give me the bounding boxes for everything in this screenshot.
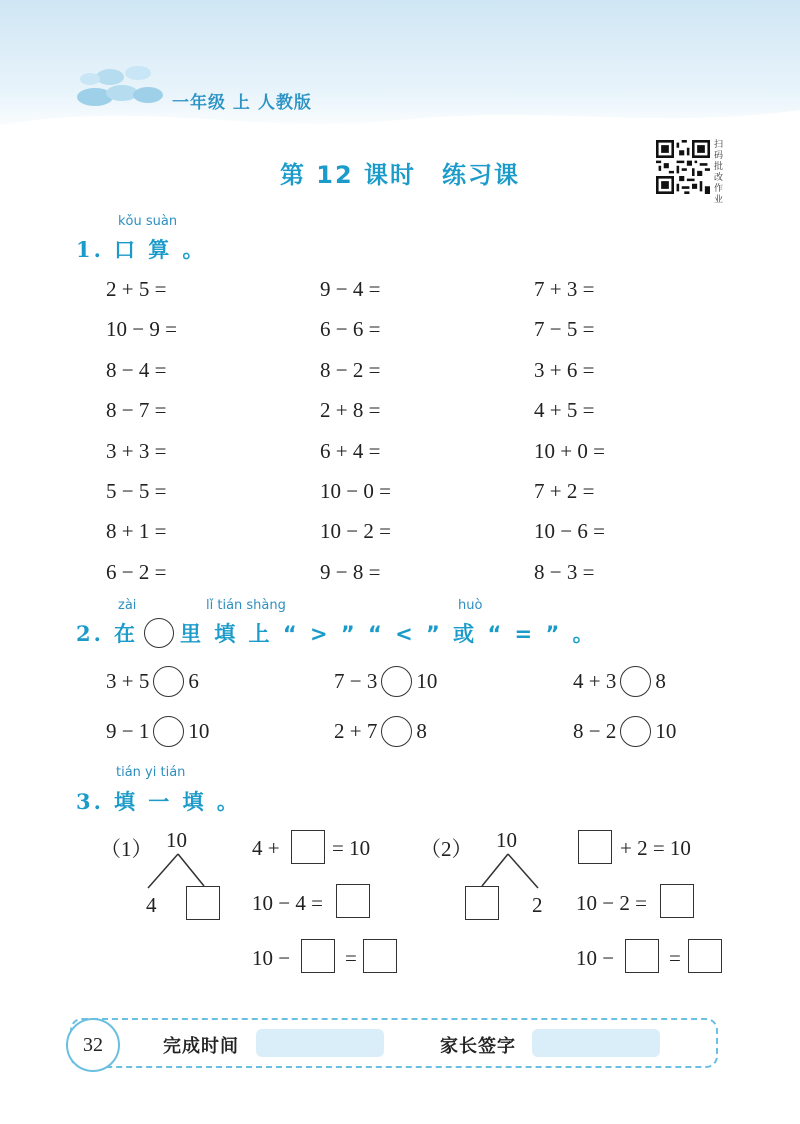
calc-problem: 10 − 0 = [320, 479, 391, 503]
part2-eq2-answer-box[interactable] [660, 884, 694, 918]
qr-caption: 扫码批改作业 [714, 140, 724, 205]
calc-problem: 4 + 5 = [534, 398, 595, 423]
section1-pinyin: kǒu suàn [118, 214, 178, 229]
compare-answer-circle[interactable] [381, 666, 412, 697]
section1-heading [76, 234, 207, 264]
compare-right: 8 [416, 719, 427, 743]
part1-eq2-answer-box[interactable] [336, 884, 370, 918]
calc-problem: 8 − 4 = [106, 357, 167, 382]
part2-eq3-left: 10 − [576, 946, 615, 970]
section1-title: 口 算 。 [113, 238, 207, 262]
section2-heading [76, 618, 597, 648]
completion-time-label: 完成时间 [163, 1036, 239, 1057]
compare-answer-circle[interactable] [153, 716, 184, 747]
compare-left: 9 − 1 [106, 719, 150, 743]
section2-pinyin-huo: huò [458, 598, 483, 613]
section3-heading [76, 786, 241, 816]
part1-eq1-left: 4 + [252, 836, 280, 860]
calc-problem: 6 + 4 = [320, 438, 381, 463]
part2-eq1-right: + 2 = 10 [620, 836, 691, 860]
calc-problem: 9 − 8 = [320, 559, 381, 584]
compare-item [573, 716, 676, 747]
parent-signature-label: 家长签字 [440, 1036, 516, 1057]
part1-left-number: 4 [146, 893, 157, 917]
calc-problem: 5 − 5 = [106, 479, 167, 503]
compare-right: 10 [416, 669, 438, 693]
compare-answer-circle[interactable] [153, 666, 184, 697]
compare-item [106, 716, 209, 747]
calc-problem: 10 − 2 = [320, 519, 391, 544]
compare-left: 7 − 3 [334, 669, 378, 693]
part2-label: （2） [420, 837, 473, 861]
part1-eq3-answer-box-a[interactable] [301, 939, 335, 973]
part2-eq2: 10 − 2 = [576, 891, 647, 915]
part1-eq3-mid: = [345, 946, 357, 970]
compare-item [334, 716, 427, 747]
section2-pinyin-zai: zài [118, 598, 137, 613]
compare-right: 8 [655, 669, 666, 693]
part1-eq1-answer-box[interactable] [291, 830, 325, 864]
page-number: 32 [66, 1018, 120, 1072]
calc-problem: 10 − 9 = [106, 317, 177, 342]
part1-eq1-right: = 10 [332, 836, 371, 860]
calc-problem: 8 + 1 = [106, 519, 167, 544]
qr-code-icon [656, 140, 710, 194]
calc-problem: 2 + 8 = [320, 398, 381, 423]
page-title: 第 12 课时 练习课 [279, 161, 521, 189]
completion-time-field[interactable] [256, 1029, 384, 1057]
section2-number: 2. [76, 620, 104, 646]
part2-eq3-mid: = [669, 946, 681, 970]
cloud-logo-icon [70, 55, 170, 115]
part2-eq3-answer-box-b[interactable] [688, 939, 722, 973]
compare-answer-circle[interactable] [381, 716, 412, 747]
compare-left: 2 + 7 [334, 719, 378, 743]
section3-pinyin: tián yi tián [116, 765, 186, 780]
calc-problem: 2 + 5 = [106, 277, 167, 301]
answer-circle-icon [144, 618, 174, 648]
compare-answer-circle[interactable] [620, 666, 651, 697]
calc-problem: 6 − 2 = [106, 559, 167, 584]
grade-label: 一年级 上 人教版 [172, 93, 312, 113]
section2-text-zai: 在 [113, 622, 138, 646]
calc-problem: 7 − 5 = [534, 317, 595, 342]
calc-problem: 6 − 6 = [320, 317, 381, 342]
part2-eq3-answer-box-a[interactable] [625, 939, 659, 973]
calc-problem: 10 + 0 = [534, 438, 605, 463]
compare-answer-circle[interactable] [620, 716, 651, 747]
parent-signature-field[interactable] [532, 1029, 660, 1057]
part1-split-answer-box[interactable] [186, 886, 220, 920]
calc-problem: 3 + 3 = [106, 438, 167, 463]
compare-item [334, 666, 437, 697]
part1-eq3-left: 10 − [252, 946, 291, 970]
part2-eq1-answer-box[interactable] [578, 830, 612, 864]
compare-item [106, 666, 199, 697]
calc-problem: 7 + 3 = [534, 277, 595, 301]
compare-right: 10 [655, 719, 677, 743]
calc-problem: 8 − 2 = [320, 357, 381, 382]
compare-left: 3 + 5 [106, 669, 150, 693]
section1-number: 1. [76, 237, 104, 262]
part2-right-number: 2 [532, 893, 543, 917]
compare-right: 10 [188, 719, 210, 743]
calc-problem: 7 + 2 = [534, 479, 595, 503]
compare-left: 4 + 3 [573, 669, 617, 693]
part1-label: （1） [100, 837, 153, 861]
calc-problem: 3 + 6 = [534, 357, 595, 382]
compare-item [573, 666, 666, 697]
section3-number: 3. [76, 789, 104, 814]
section3-title: 填 一 填 。 [113, 790, 241, 814]
part1-top-number: 10 [166, 828, 187, 852]
calc-problem: 8 − 3 = [534, 559, 595, 584]
compare-right: 6 [188, 669, 199, 693]
section2-pinyin-litianshang: lǐ tián shàng [206, 598, 286, 613]
part1-eq3-answer-box-b[interactable] [363, 939, 397, 973]
calc-problem: 9 − 4 = [320, 277, 381, 301]
compare-left: 8 − 2 [573, 719, 617, 743]
part1-eq2: 10 − 4 = [252, 891, 323, 915]
section2-text-rest: 里 填 上 “ > ” “ < ” 或 “ = ” 。 [179, 622, 597, 646]
calc-problem: 8 − 7 = [106, 398, 167, 423]
part2-top-number: 10 [496, 828, 517, 852]
calc-problem: 10 − 6 = [534, 519, 605, 544]
part2-split-answer-box[interactable] [465, 886, 499, 920]
